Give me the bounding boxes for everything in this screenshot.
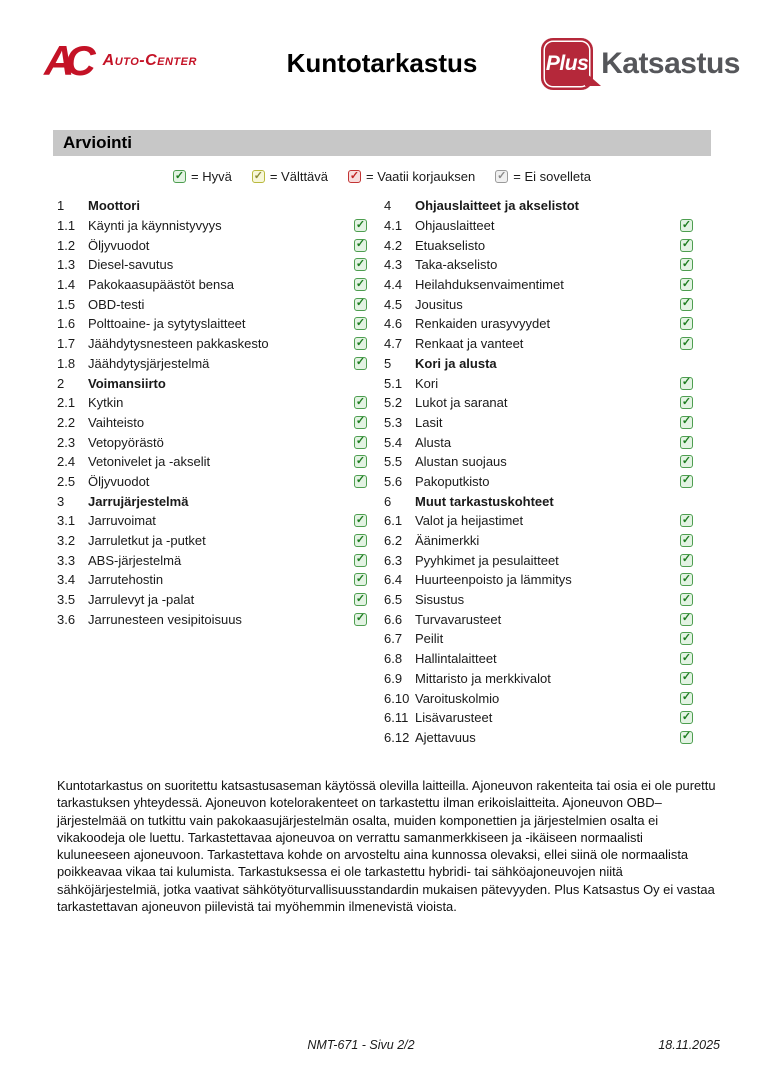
item-number: 5 bbox=[384, 355, 392, 371]
item-label: Moottori bbox=[88, 198, 140, 214]
item-row bbox=[57, 511, 369, 531]
item-label: Voimansiirto bbox=[88, 375, 166, 391]
check-good-icon bbox=[680, 298, 693, 311]
item-label: Äänimerkki bbox=[415, 533, 480, 549]
checklist-right-column bbox=[384, 196, 695, 747]
check-good-icon bbox=[680, 239, 693, 252]
item-row bbox=[57, 472, 369, 492]
item-row bbox=[57, 216, 369, 236]
check-good-icon bbox=[354, 436, 367, 449]
item-number: 6.10 bbox=[384, 690, 410, 706]
item-number: 4 bbox=[384, 198, 392, 214]
check-fair-icon bbox=[252, 170, 265, 183]
item-label: Ohjauslaitteet ja akselistot bbox=[415, 198, 580, 214]
item-number: 1.3 bbox=[57, 257, 76, 273]
item-number: 3.5 bbox=[57, 592, 76, 608]
check-good-icon bbox=[680, 278, 693, 291]
item-label: Öljyvuodot bbox=[88, 473, 150, 489]
item-number: 5.4 bbox=[384, 434, 403, 450]
item-row bbox=[57, 275, 369, 295]
check-good-icon bbox=[354, 514, 367, 527]
item-label: Jarrunesteen vesipitoisuus bbox=[88, 611, 242, 627]
item-number: 3.6 bbox=[57, 611, 76, 627]
check-good-icon bbox=[354, 416, 367, 429]
disclaimer-text: Kuntotarkastus on suoritettu katsastusaseman käytössä olevilla laitteilla. Ajoneuvon rakenteita tai osia ei ole purettu tarkastuksen yhteydessä. Ajoneuvon kotelorakenteet on tarkastettu ilman erikoislaitteita. Ajoneuvon OBD–järjestelmää on tutkittu vain pakokaasujärjestelmän osalta, muiden komponettien ja järjestelmien osalta ei vikakoodeja ole luettu. Tarkastettavaa ajoneuvoa on verrattu samanmerkkiseen ja -ikäiseen normaalisti kuluneeseen ajoneuvoon. Tarkastettava kohde on arvosteltu aina kunnossa olevaksi, ellei siinä ole normaalista poikkeavaa vikaa tai kulumista. Tarkastuksessa ei ole tarkastettu hybridi- tai sähköajoneuvojen niitä sähköjärjestelmiä, jotka vaativat sähkötyöturvallisuusstandardin mukaisen pätevyyden. Plus Katsastus Oy ei vastaa tarkastettavan ajoneuvon piilevistä tai myöhemmin ilmenevistä vioista. bbox=[57, 778, 716, 915]
item-row bbox=[384, 669, 695, 689]
item-row bbox=[384, 235, 695, 255]
legend-label: = Vaatii korjauksen bbox=[366, 169, 476, 184]
item-number: 3.3 bbox=[57, 552, 76, 568]
check-na-icon bbox=[495, 170, 508, 183]
item-number: 6.6 bbox=[384, 611, 403, 627]
check-good-icon bbox=[173, 170, 186, 183]
check-good-icon bbox=[354, 317, 367, 330]
item-row bbox=[384, 275, 695, 295]
item-row bbox=[384, 649, 695, 669]
item-label: Varoituskolmio bbox=[415, 690, 500, 706]
item-row bbox=[384, 629, 695, 649]
item-label: Alustan suojaus bbox=[415, 454, 507, 470]
item-label: Huurteenpoisto ja lämmitys bbox=[415, 572, 572, 588]
item-number: 3.2 bbox=[57, 533, 76, 549]
ac-monogram-icon: AC bbox=[44, 37, 87, 84]
item-row bbox=[57, 294, 369, 314]
item-label: OBD-testi bbox=[88, 296, 145, 312]
item-label: Kori bbox=[415, 375, 439, 391]
empty-check-cell bbox=[354, 377, 367, 390]
item-row bbox=[57, 354, 369, 374]
item-label: Vaihteisto bbox=[88, 414, 145, 430]
rating-legend bbox=[0, 169, 764, 184]
section-row bbox=[384, 196, 695, 216]
item-number: 6.5 bbox=[384, 592, 403, 608]
check-good-icon bbox=[680, 337, 693, 350]
check-good-icon bbox=[354, 534, 367, 547]
item-label: Polttoaine- ja sytytyslaitteet bbox=[88, 316, 246, 332]
check-good-icon bbox=[354, 396, 367, 409]
legend-label: = Ei sovelleta bbox=[513, 169, 591, 184]
item-label: Jarrutehostin bbox=[88, 572, 164, 588]
item-label: Öljyvuodot bbox=[88, 237, 150, 253]
footer-date: 18.11.2025 bbox=[658, 1038, 720, 1052]
item-label: Heilahduksenvaimentimet bbox=[415, 277, 564, 293]
checklist-left-column bbox=[57, 196, 369, 629]
item-label: Renkaat ja vanteet bbox=[415, 336, 524, 352]
check-good-icon bbox=[680, 692, 693, 705]
check-good-icon bbox=[680, 711, 693, 724]
check-good-icon bbox=[680, 652, 693, 665]
item-row bbox=[57, 255, 369, 275]
legend-item-good bbox=[173, 169, 232, 184]
item-row bbox=[384, 609, 695, 629]
footer-page-info: NMT-671 - Sivu 2/2 bbox=[307, 1038, 415, 1052]
item-row bbox=[57, 531, 369, 551]
item-number: 3.1 bbox=[57, 513, 76, 529]
item-label: Muut tarkastuskohteet bbox=[415, 493, 554, 509]
item-row bbox=[384, 216, 695, 236]
check-good-icon bbox=[354, 613, 367, 626]
check-repair-icon bbox=[348, 170, 361, 183]
katsastus-logo-text: Katsastus bbox=[601, 47, 740, 80]
item-row bbox=[384, 373, 695, 393]
item-label: Pakokaasupäästöt bensa bbox=[88, 277, 234, 293]
item-row bbox=[384, 452, 695, 472]
check-good-icon bbox=[354, 219, 367, 232]
item-number: 6.9 bbox=[384, 670, 403, 686]
item-row bbox=[57, 590, 369, 610]
empty-check-cell bbox=[354, 199, 367, 212]
item-number: 4.1 bbox=[384, 218, 403, 234]
plus-bubble-icon bbox=[541, 38, 593, 90]
item-label: Jarrulevyt ja -palat bbox=[88, 592, 195, 608]
item-label: Ajettavuus bbox=[415, 729, 476, 745]
check-good-icon bbox=[680, 731, 693, 744]
item-number: 3.4 bbox=[57, 572, 76, 588]
check-good-icon bbox=[680, 317, 693, 330]
check-good-icon bbox=[680, 593, 693, 606]
item-number: 5.6 bbox=[384, 473, 403, 489]
item-label: Vetopyörästö bbox=[88, 434, 164, 450]
item-label: ABS-järjestelmä bbox=[88, 552, 182, 568]
item-number: 6.3 bbox=[384, 552, 403, 568]
item-row bbox=[384, 688, 695, 708]
check-good-icon bbox=[354, 258, 367, 271]
section-row bbox=[57, 373, 369, 393]
item-label: Etuakselisto bbox=[415, 237, 486, 253]
item-row bbox=[57, 334, 369, 354]
item-number: 1.6 bbox=[57, 316, 76, 332]
item-row bbox=[384, 590, 695, 610]
plus-katsastus-logo bbox=[541, 38, 740, 90]
item-number: 3 bbox=[57, 493, 65, 509]
item-number: 1 bbox=[57, 198, 65, 214]
item-row bbox=[384, 472, 695, 492]
item-number: 4.2 bbox=[384, 237, 403, 253]
empty-check-cell bbox=[680, 357, 693, 370]
check-good-icon bbox=[354, 573, 367, 586]
item-row bbox=[57, 550, 369, 570]
check-good-icon bbox=[354, 475, 367, 488]
item-row bbox=[384, 334, 695, 354]
item-number: 5.3 bbox=[384, 414, 403, 430]
item-row bbox=[57, 570, 369, 590]
legend-label: = Välttävä bbox=[269, 169, 329, 184]
check-good-icon bbox=[354, 278, 367, 291]
item-row bbox=[384, 708, 695, 728]
item-label: Jarruletkut ja -putket bbox=[88, 533, 206, 549]
item-label: Valot ja heijastimet bbox=[415, 513, 524, 529]
item-number: 6.2 bbox=[384, 533, 403, 549]
check-good-icon bbox=[354, 554, 367, 567]
section-row bbox=[57, 196, 369, 216]
item-number: 2.3 bbox=[57, 434, 76, 450]
check-good-icon bbox=[354, 298, 367, 311]
check-good-icon bbox=[354, 455, 367, 468]
item-number: 4.5 bbox=[384, 296, 403, 312]
auto-center-logo-text: Auto-Center bbox=[102, 52, 197, 69]
item-number: 1.1 bbox=[57, 218, 76, 234]
item-label: Jarrujärjestelmä bbox=[88, 493, 189, 509]
check-good-icon bbox=[680, 219, 693, 232]
item-number: 6 bbox=[384, 493, 392, 509]
check-good-icon bbox=[354, 593, 367, 606]
check-good-icon bbox=[680, 573, 693, 586]
item-number: 4.6 bbox=[384, 316, 403, 332]
item-label: Lisävarusteet bbox=[415, 710, 493, 726]
item-number: 4.7 bbox=[384, 336, 403, 352]
item-number: 1.8 bbox=[57, 355, 76, 371]
item-row bbox=[384, 570, 695, 590]
item-label: Ohjauslaitteet bbox=[415, 218, 495, 234]
page-title: Kuntotarkastus bbox=[286, 48, 478, 78]
check-good-icon bbox=[354, 337, 367, 350]
legend-label: = Hyvä bbox=[191, 169, 232, 184]
check-good-icon bbox=[680, 514, 693, 527]
legend-item-na bbox=[495, 169, 591, 184]
item-label: Peilit bbox=[415, 631, 444, 647]
item-row bbox=[384, 314, 695, 334]
item-label: Lasit bbox=[415, 414, 443, 430]
section-row bbox=[384, 354, 695, 374]
item-label: Lukot ja saranat bbox=[415, 395, 508, 411]
check-good-icon bbox=[680, 534, 693, 547]
item-number: 6.7 bbox=[384, 631, 403, 647]
check-good-icon bbox=[680, 554, 693, 567]
item-label: Turvavarusteet bbox=[415, 611, 502, 627]
item-number: 2.4 bbox=[57, 454, 76, 470]
item-number: 2.1 bbox=[57, 395, 76, 411]
check-good-icon bbox=[680, 377, 693, 390]
item-row bbox=[384, 550, 695, 570]
item-row bbox=[57, 452, 369, 472]
check-good-icon bbox=[680, 475, 693, 488]
item-row bbox=[57, 413, 369, 433]
item-label: Jäähdytysjärjestelmä bbox=[88, 355, 210, 371]
item-row bbox=[384, 511, 695, 531]
item-label: Mittaristo ja merkkivalot bbox=[415, 670, 551, 686]
item-label: Sisustus bbox=[415, 592, 465, 608]
item-row bbox=[57, 314, 369, 334]
item-number: 4.4 bbox=[384, 277, 403, 293]
item-row bbox=[384, 294, 695, 314]
item-row bbox=[57, 393, 369, 413]
item-row bbox=[384, 728, 695, 748]
check-good-icon bbox=[680, 258, 693, 271]
item-number: 1.7 bbox=[57, 336, 76, 352]
item-number: 5.2 bbox=[384, 395, 403, 411]
item-number: 4.3 bbox=[384, 257, 403, 273]
item-row bbox=[384, 413, 695, 433]
item-number: 2.2 bbox=[57, 414, 76, 430]
item-label: Taka-akselisto bbox=[415, 257, 498, 273]
item-label: Alusta bbox=[415, 434, 452, 450]
item-number: 5.5 bbox=[384, 454, 403, 470]
item-number: 6.11 bbox=[384, 710, 409, 726]
item-row bbox=[57, 432, 369, 452]
item-label: Käynti ja käynnistyvyys bbox=[88, 218, 222, 234]
item-row bbox=[57, 609, 369, 629]
item-number: 1.4 bbox=[57, 277, 76, 293]
empty-check-cell bbox=[680, 199, 693, 212]
item-number: 1.5 bbox=[57, 296, 76, 312]
item-row bbox=[384, 393, 695, 413]
item-number: 6.4 bbox=[384, 572, 403, 588]
item-number: 6.8 bbox=[384, 651, 403, 667]
check-good-icon bbox=[680, 455, 693, 468]
item-number: 2.5 bbox=[57, 473, 76, 489]
item-label: Kori ja alusta bbox=[415, 355, 497, 371]
item-row bbox=[384, 531, 695, 551]
item-number: 6.1 bbox=[384, 513, 403, 529]
item-label: Renkaiden urasyvyydet bbox=[415, 316, 551, 332]
item-row bbox=[384, 432, 695, 452]
item-label: Hallintalaitteet bbox=[415, 651, 497, 667]
item-label: Vetonivelet ja -akselit bbox=[88, 454, 211, 470]
check-good-icon bbox=[680, 436, 693, 449]
check-good-icon bbox=[680, 416, 693, 429]
item-label: Jousitus bbox=[415, 296, 463, 312]
item-label: Pyyhkimet ja pesulaitteet bbox=[415, 552, 559, 568]
check-good-icon bbox=[680, 672, 693, 685]
item-label: Jäähdytysnesteen pakkaskesto bbox=[88, 336, 269, 352]
item-number: 1.2 bbox=[57, 237, 76, 253]
empty-check-cell bbox=[680, 495, 693, 508]
empty-check-cell bbox=[354, 495, 367, 508]
item-label: Pakoputkisto bbox=[415, 473, 490, 489]
section-row bbox=[384, 491, 695, 511]
section-header-arviointi: Arviointi bbox=[53, 130, 711, 156]
item-label: Jarruvoimat bbox=[88, 513, 156, 529]
check-good-icon bbox=[354, 357, 367, 370]
legend-item-repair bbox=[348, 169, 475, 184]
item-row bbox=[384, 255, 695, 275]
section-row bbox=[57, 491, 369, 511]
item-number: 2 bbox=[57, 375, 65, 391]
item-label: Kytkin bbox=[88, 395, 124, 411]
item-label: Diesel-savutus bbox=[88, 257, 174, 273]
item-number: 6.12 bbox=[384, 729, 410, 745]
check-good-icon bbox=[680, 632, 693, 645]
item-row bbox=[57, 235, 369, 255]
check-good-icon bbox=[680, 396, 693, 409]
check-good-icon bbox=[680, 613, 693, 626]
plus-bubble-text: Plus bbox=[545, 52, 589, 75]
item-number: 5.1 bbox=[384, 375, 403, 391]
legend-item-fair bbox=[252, 169, 328, 184]
check-good-icon bbox=[354, 239, 367, 252]
